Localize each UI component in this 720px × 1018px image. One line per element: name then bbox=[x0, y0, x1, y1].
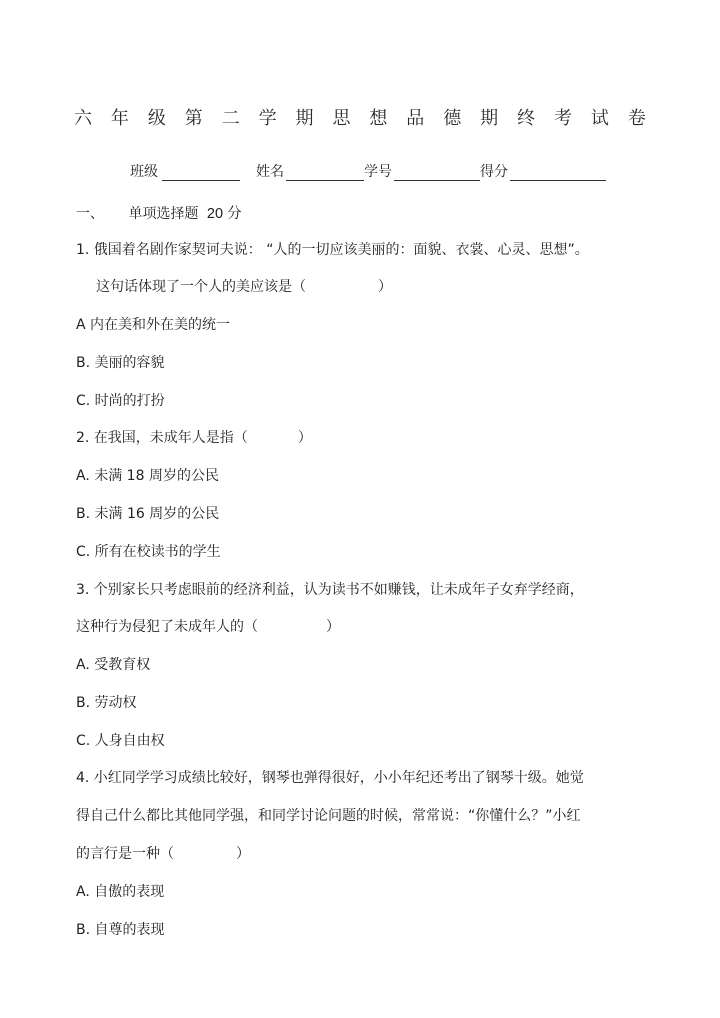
q1-option-b: B. 美丽的容貌 bbox=[76, 355, 165, 371]
q2-stem-text: 2. 在我国，未成年人是指（ bbox=[76, 430, 248, 446]
title-char: 学 bbox=[258, 108, 277, 129]
score-label: 得分 bbox=[480, 164, 508, 180]
title-char: 期 bbox=[295, 108, 314, 129]
section-points: 20 分 bbox=[206, 206, 242, 222]
q1-stem-text: 这句话体现了一个人的美应该是（ bbox=[96, 279, 306, 295]
student-info-row bbox=[130, 161, 606, 181]
q3-stem-line1: 3. 个别家长只考虑眼前的经济利益，认为读书不如赚钱，让未成年子女弃学经商， bbox=[76, 582, 584, 598]
q4-option-a: A. 自傲的表现 bbox=[76, 884, 165, 900]
name-blank[interactable] bbox=[286, 166, 364, 181]
section-heading bbox=[76, 202, 242, 223]
q4-option-b: B. 自尊的表现 bbox=[76, 922, 165, 938]
q1-option-c: C. 时尚的打扮 bbox=[76, 393, 165, 409]
title-char: 第 bbox=[184, 108, 203, 129]
title-char: 终 bbox=[517, 108, 536, 129]
q4-close-paren: ） bbox=[236, 846, 250, 862]
q2-close-paren: ） bbox=[297, 430, 312, 446]
q2-option-c: C. 所有在校读书的学生 bbox=[76, 544, 221, 560]
q3-option-b: B. 劳动权 bbox=[76, 695, 137, 711]
class-label: 班级 bbox=[130, 164, 158, 180]
title-char: 年 bbox=[110, 108, 129, 129]
q3-stem-line2 bbox=[76, 616, 340, 636]
class-blank[interactable] bbox=[162, 166, 240, 181]
exam-title bbox=[74, 104, 646, 130]
q4-stem-text: 的言行是一种（ bbox=[76, 846, 174, 862]
q2-option-b: B. 未满 16 周岁的公民 bbox=[76, 506, 220, 522]
title-char: 想 bbox=[369, 108, 388, 129]
q1-stem-line2 bbox=[96, 276, 392, 296]
id-label: 学号 bbox=[364, 164, 392, 180]
section-title: 单项选择题 bbox=[128, 206, 199, 222]
title-char: 试 bbox=[590, 108, 609, 129]
title-char: 卷 bbox=[627, 108, 646, 129]
id-blank[interactable] bbox=[394, 166, 480, 181]
title-char: 期 bbox=[480, 108, 499, 129]
q1-stem-line1: 1. 俄国着名剧作家契诃夫说： “人的一切应该美丽的：面貌、衣裳、心灵、思想”。 bbox=[76, 242, 589, 258]
q2-option-a: A. 未满 18 周岁的公民 bbox=[76, 468, 219, 484]
q4-stem-line3 bbox=[76, 843, 250, 863]
name-label: 姓名 bbox=[256, 164, 284, 180]
q2-stem bbox=[76, 427, 312, 447]
q3-option-a: A. 受教育权 bbox=[76, 657, 151, 673]
title-char: 品 bbox=[406, 108, 425, 129]
q3-option-c: C. 人身自由权 bbox=[76, 733, 165, 749]
q1-close-paren: ） bbox=[378, 279, 392, 295]
score-blank[interactable] bbox=[510, 166, 606, 181]
title-char: 考 bbox=[553, 108, 572, 129]
title-char: 六 bbox=[74, 108, 92, 129]
title-char: 思 bbox=[332, 108, 351, 129]
q3-close-paren: ） bbox=[326, 619, 340, 635]
title-char: 级 bbox=[147, 108, 166, 129]
title-char: 德 bbox=[443, 108, 462, 129]
q4-stem-line1: 4. 小红同学学习成绩比较好，钢琴也弹得很好，小小年纪还考出了钢琴十级。她觉 bbox=[76, 770, 584, 786]
title-char: 二 bbox=[221, 108, 240, 129]
q1-option-a: A 内在美和外在美的统一 bbox=[76, 317, 231, 333]
q3-stem-text: 这种行为侵犯了未成年人的（ bbox=[76, 619, 258, 635]
section-number: 一、 bbox=[76, 206, 104, 222]
q4-stem-line2: 得自己什么都比其他同学强，和同学讨论问题的时候，常常说：“你懂什么？”小红 bbox=[76, 808, 581, 824]
